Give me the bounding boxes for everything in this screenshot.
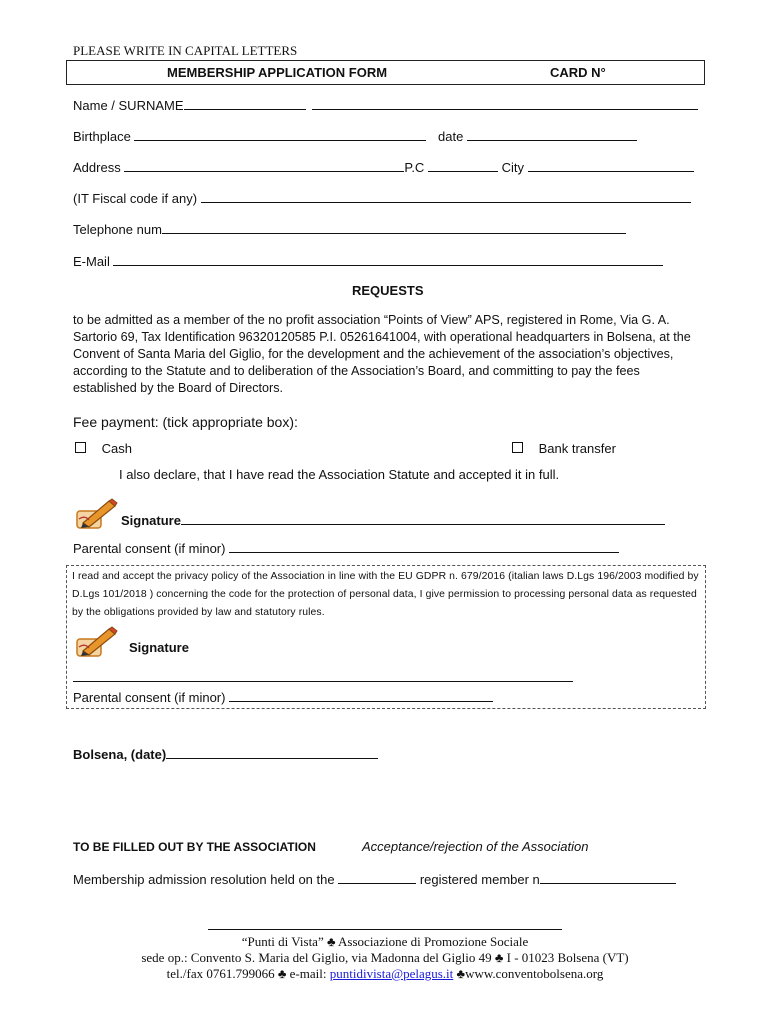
address-field[interactable] — [124, 159, 404, 172]
bolsena-date-field[interactable] — [166, 746, 378, 759]
requests-paragraph: to be admitted as a member of the no profit association “Points of View” APS, registered in Rome, Via G. A. Sartorio 69, Tax Identification 96320120585 P.I. 05261641004, with operational headquarters in Bolsena, at the Convent of Santa Maria del Giglio, for the development and the achievement of the association’s objectives, according to the Statute and to deliberation of the Association’s Board, and committing to pay the fees established by the Board of Directors. — [73, 313, 691, 395]
resolution-row — [73, 871, 676, 887]
phone-text: tel./fax 0761.799066 — [166, 966, 275, 981]
parental-consent-field-2[interactable] — [229, 689, 493, 702]
parental-consent-label-2: Parental consent (if minor) — [73, 690, 226, 705]
fiscal-row — [73, 190, 691, 206]
registered-member-field[interactable] — [540, 871, 676, 884]
fiscal-field[interactable] — [201, 190, 691, 203]
address-text: sede op.: Convento S. Maria del Giglio, via Madonna del Giglio 49 — [141, 950, 492, 965]
email-label: E-Mail — [73, 254, 110, 269]
date-row — [438, 128, 637, 144]
pc-label: P.C — [404, 160, 425, 175]
parental-consent-row-1 — [73, 540, 619, 556]
name-row — [73, 97, 698, 113]
cash-label: Cash — [101, 441, 132, 456]
acceptance-label: Acceptance/rejection of the Association — [362, 839, 589, 854]
privacy-text: I read and accept the privacy policy of the Association in line with the EU GDPR n. 679/2016 (italian laws D.Lgs 196/2003 modified by D.Lgs 101/2018 ) concerning the code for the protection of personal data, I give permission to processing personal data as requested by the obligations provided by law and statutory rules. — [72, 571, 699, 618]
form-title: MEMBERSHIP APPLICATION FORM — [167, 65, 388, 80]
email-row — [73, 253, 663, 269]
bank-transfer-checkbox[interactable] — [512, 442, 523, 453]
bolsena-date-label: Bolsena, (date) — [73, 747, 167, 762]
cash-option[interactable] — [75, 441, 132, 456]
club-icon: ♣ — [456, 966, 466, 981]
city-field[interactable] — [528, 159, 694, 172]
bank-transfer-label: Bank transfer — [538, 441, 616, 456]
form-header — [66, 60, 705, 85]
resolution-date-field[interactable] — [338, 871, 416, 884]
name-label: Name / SURNAME — [73, 98, 184, 113]
email-field[interactable] — [113, 253, 663, 266]
bolsena-date-row — [73, 746, 378, 762]
resolution-label: Membership admission resolution held on the — [73, 872, 335, 887]
declaration-text: I also declare, that I have read the Association Statute and accepted it in full. — [119, 467, 560, 482]
signature-field-1[interactable] — [181, 512, 665, 525]
fiscal-label: (IT Fiscal code if any) — [73, 191, 198, 206]
footer-divider — [208, 929, 562, 930]
signature-field-2[interactable] — [73, 668, 573, 682]
telephone-field[interactable] — [162, 221, 626, 234]
signature-label-2: Signature — [129, 640, 189, 655]
telephone-row — [73, 221, 626, 237]
website-link[interactable]: www.conventobolsena.org — [465, 966, 604, 981]
surname-field[interactable] — [312, 97, 698, 110]
club-icon: ♣ — [326, 934, 336, 949]
telephone-label: Telephone num — [73, 222, 162, 237]
footer-line-3 — [0, 966, 770, 982]
cash-checkbox[interactable] — [75, 442, 86, 453]
footer-line-1 — [0, 934, 770, 950]
card-number-label: CARD N° — [550, 65, 606, 80]
address-label: Address — [73, 160, 121, 175]
registered-member-label: registered member n — [419, 872, 540, 887]
birth-date-field[interactable] — [467, 128, 637, 141]
city-label: City — [501, 160, 524, 175]
signature-row-1 — [121, 512, 665, 528]
pencil-sign-icon — [75, 625, 119, 659]
association-heading: TO BE FILLED OUT BY THE ASSOCIATION — [73, 840, 316, 854]
association-name: “Punti di Vista” — [241, 934, 324, 949]
email-label-footer: e-mail: — [289, 966, 327, 981]
club-icon: ♣ — [494, 950, 504, 965]
pc-field[interactable] — [428, 159, 498, 172]
parental-consent-row-2 — [73, 689, 493, 705]
fee-label: Fee payment: (tick appropriate box): — [73, 414, 298, 430]
footer-line-2 — [0, 950, 770, 966]
capital-letters-note: PLEASE WRITE IN CAPITAL LETTERS — [73, 43, 298, 58]
email-link[interactable]: puntidivista@pelagus.it — [329, 966, 454, 981]
pencil-sign-icon — [75, 497, 119, 531]
bank-transfer-option[interactable] — [512, 441, 616, 456]
privacy-consent-box — [66, 565, 706, 709]
association-type: Associazione di Promozione Sociale — [338, 934, 529, 949]
birthplace-label: Birthplace — [73, 129, 131, 144]
birthplace-row — [73, 128, 426, 144]
parental-consent-field-1[interactable] — [229, 540, 619, 553]
parental-consent-label-1: Parental consent (if minor) — [73, 541, 226, 556]
birthplace-field[interactable] — [134, 128, 426, 141]
signature-label-1: Signature — [121, 513, 181, 528]
club-icon: ♣ — [277, 966, 287, 981]
address-row — [73, 159, 694, 175]
requests-heading: REQUESTS — [352, 283, 424, 298]
name-field[interactable] — [184, 97, 306, 110]
postal-address: I - 01023 Bolsena (VT) — [506, 950, 629, 965]
date-label: date — [438, 129, 464, 144]
